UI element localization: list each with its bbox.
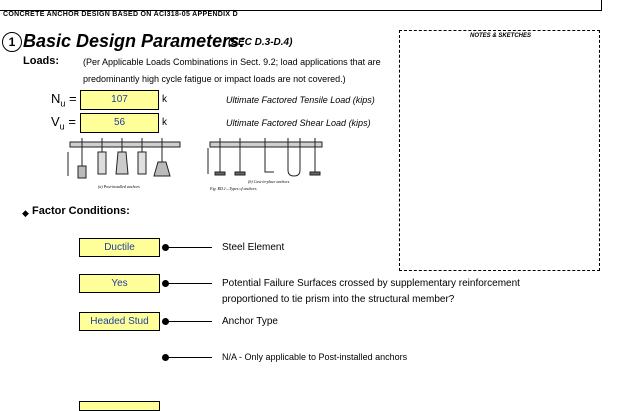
sheet-title: CONCRETE ANCHOR DESIGN BASED ON ACI318-05 APPENDIX D: [3, 11, 238, 18]
vu-symbol: $V_u$ =: [51, 114, 76, 132]
failure-surfaces-question-line2: proportioned to tie prism into the structural member?: [222, 294, 455, 305]
vu-unit: k: [162, 117, 167, 128]
vu-input[interactable]: 56: [80, 113, 159, 133]
next-input-partial[interactable]: [79, 401, 160, 411]
notes-sketches-box[interactable]: [399, 30, 600, 271]
header-border: [0, 0, 602, 11]
loads-label: Loads:: [23, 55, 60, 67]
ductile-select[interactable]: Ductile: [79, 238, 160, 257]
vu-description: Ultimate Factored Shear Load (kips): [226, 118, 371, 128]
notes-title: NOTES & SKETCHES: [469, 33, 531, 39]
connector-line: [165, 247, 212, 248]
section-reference: (SEC D.3-D.4): [228, 37, 293, 48]
figure-caption-b: (b) Cast-in-place anchors: [248, 179, 290, 184]
connector-line: [165, 357, 212, 358]
nu-symbol: $N_u$ =: [51, 91, 77, 109]
post-installed-note: N/A - Only applicable to Post-installed anchors: [222, 352, 408, 362]
figure-caption: Fig. RD.1—Types of anchors.: [210, 186, 258, 191]
connector-line: [165, 283, 212, 284]
steel-element-label: Steel Element: [222, 242, 285, 253]
diamond-bullet-icon: ◆: [22, 208, 29, 218]
loads-note-line-2: predominantly high cycle fatigue or impact loads are not covered.): [83, 74, 346, 84]
section-title: Basic Design Parameters:: [23, 31, 246, 51]
failure-surfaces-question: Potential Failure Surfaces crossed by supplementary reinforcement: [222, 278, 520, 289]
factor-conditions-label: Factor Conditions:: [32, 205, 130, 217]
section-number-badge: 1: [2, 32, 22, 52]
nu-description: Ultimate Factored Tensile Load (kips): [226, 95, 375, 105]
supplementary-reinforcement-select[interactable]: Yes: [79, 274, 160, 293]
nu-input[interactable]: 107: [80, 90, 159, 110]
anchor-type-select[interactable]: Headed Stud: [79, 312, 160, 331]
anchor-types-figure: [60, 138, 330, 194]
anchor-type-label: Anchor Type: [222, 316, 278, 327]
figure-caption-a: (a) Post-installed anchors: [98, 184, 140, 189]
connector-line: [165, 321, 212, 322]
loads-note-line-1: (Per Applicable Loads Combinations in Sect. 9.2; load applications that are: [83, 57, 381, 67]
nu-unit: k: [162, 94, 167, 105]
